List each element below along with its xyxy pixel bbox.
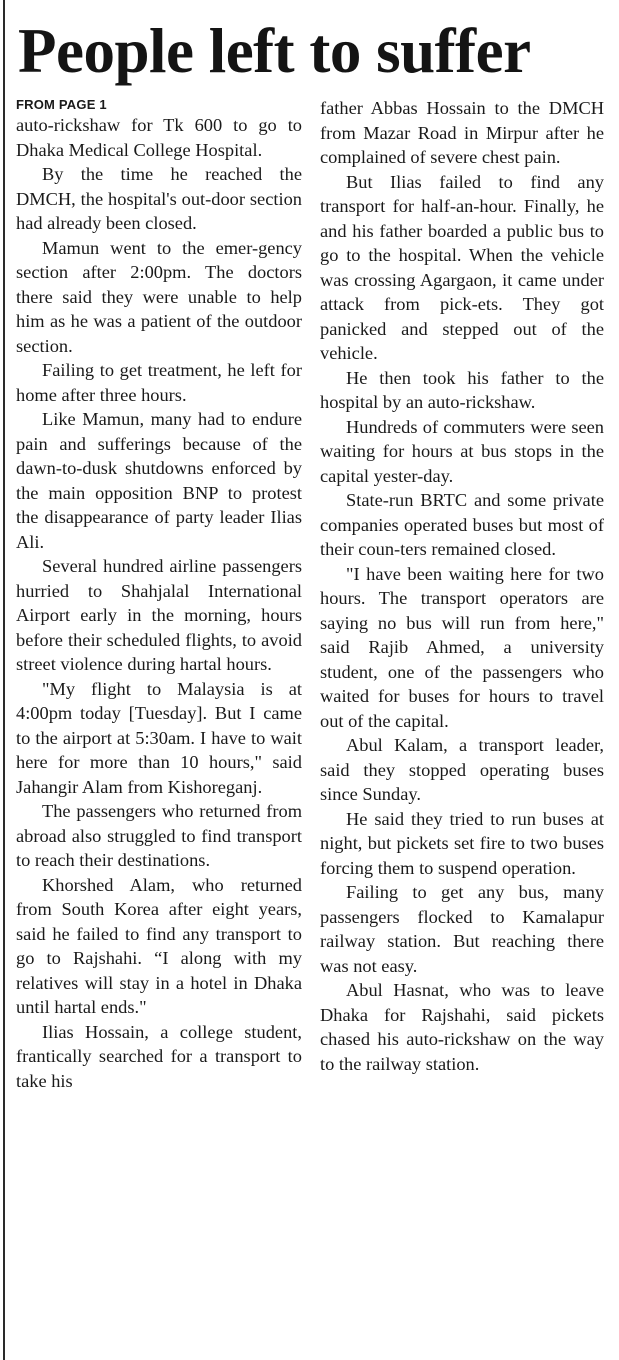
paragraph: father Abbas Hossain to the DMCH from Mazar Road in Mirpur after he complained of severe chest pain. xyxy=(320,98,604,167)
paragraph: He said they tried to run buses at night, but pickets set fire to two buses forcing them to suspend operation. xyxy=(320,808,604,878)
paragraph: Several hundred airline passengers hurried to Shahjalal International Airport early in the morning, hours before their scheduled flights, to avoid street violence during hartal hours. xyxy=(16,556,302,674)
headline: People left to suffer xyxy=(18,16,531,86)
paragraph: Failing to get treatment, he left for home after three hours. xyxy=(16,360,302,405)
paragraph: Hundreds of commuters were seen waiting for hours at bus stops in the capital yester-day. xyxy=(320,416,604,486)
paragraph: "I have been waiting here for two hours. The transport operators are saying no bus will run from here," said Rajib Ahmed, a university student, one of the passengers who waited for buses for hours to travel out of the capital. xyxy=(320,563,604,731)
paragraph: Ilias Hossain, a college student, frantically searched for a transport to take his xyxy=(16,1021,302,1091)
paragraph: Mamun went to the emer-gency section after 2:00pm. The doctors there said they were unable to help him as he was a patient of the outdoor section. xyxy=(16,237,302,356)
paragraph: Khorshed Alam, who returned from South Korea after eight years, said he failed to find any transport to go to Rajshahi. “I along with my relatives will stay in a hotel in Dhaka until hartal ends." xyxy=(16,874,302,1017)
paragraph: auto-rickshaw for Tk 600 to go to Dhaka Medical College Hospital. xyxy=(16,115,302,160)
paragraph: State-run BRTC and some private companies operated buses but most of their coun-ters remained closed. xyxy=(320,490,604,559)
left-column xyxy=(16,96,302,1093)
paragraph: Like Mamun, many had to endure pain and sufferings because of the dawn-to-dusk shutdowns enforced by the main opposition BNP to protest the disappearance of party leader Ilias Ali. xyxy=(16,409,302,552)
paragraph: The passengers who returned from abroad also struggled to find transport to reach their destinations. xyxy=(16,801,302,870)
paragraph: He then took his father to the hospital by an auto-rickshaw. xyxy=(320,367,604,412)
right-column xyxy=(320,96,604,1076)
paragraph: But Ilias failed to find any transport for half-an-hour. Finally, he and his father boarded a public bus to go to the hospital. When the vehicle was crossing Agargaon, it came under attack from pick-ets. They got panicked and stepped out of the vehicle. xyxy=(320,171,604,363)
column-rule xyxy=(3,0,5,1360)
paragraph: By the time he reached the DMCH, the hospital's out-door section had already been closed. xyxy=(16,164,302,233)
kicker: FROM PAGE 1 xyxy=(16,97,107,112)
paragraph: Abul Kalam, a transport leader, said they stopped operating buses since Sunday. xyxy=(320,735,604,804)
paragraph: Failing to get any bus, many passengers flocked to Kamalapur railway station. But reaching there was not easy. xyxy=(320,882,604,976)
paragraph: Abul Hasnat, who was to leave Dhaka for Rajshahi, said pickets chased his auto-rickshaw on the way to the railway station. xyxy=(320,980,604,1074)
paragraph: "My flight to Malaysia is at 4:00pm today [Tuesday]. But I came to the airport at 5:30am. I have to wait here for more than 10 hours," said Jahangir Alam from Kishoreganj. xyxy=(16,678,302,797)
